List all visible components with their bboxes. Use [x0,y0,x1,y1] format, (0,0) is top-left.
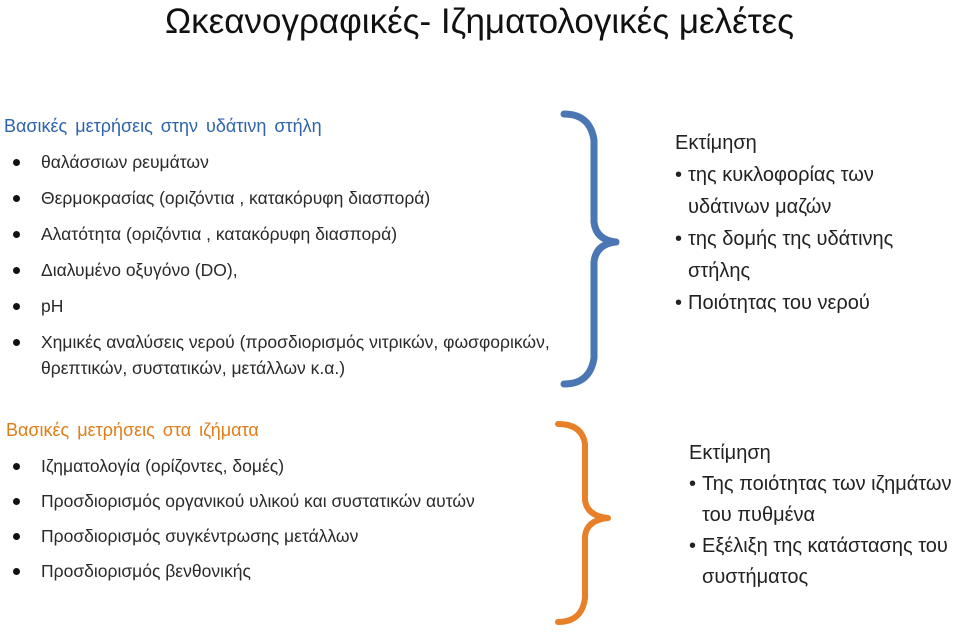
list-item: θαλάσσιων ρευμάτων [8,149,608,175]
result-item-text: της κυκλοφορίας των υδάτινων μαζών [688,164,874,218]
list-item: pH [8,293,608,319]
bullet-icon: • [675,292,683,314]
result-item-text: Ποιότητας του νερού [688,292,870,314]
bullet-icon: • [675,164,683,186]
water-measurements-list [8,149,608,391]
bullet-icon: • [675,228,683,250]
result-item [689,469,959,531]
result-item-text: Της ποιότητας των ιζημάτων του πυθμένα [702,473,952,526]
list-item: Διαλυμένο οξυγόνο (DO), [8,257,608,283]
water-column-heading: Βασικές μετρήσεις στην υδάτινη στήλη [4,116,322,136]
list-item: Ιζηματολογία (ορίζοντες, δομές) [8,453,568,479]
result-item [689,531,959,593]
result-item [675,223,955,287]
list-item: Προσδιορισμός συγκέντρωσης μετάλλων [8,523,568,549]
page-title: Ωκεανογραφικές- Ιζηματολογικές μελέτες [164,2,795,41]
blue-brace-icon [560,110,620,390]
result-item [675,159,955,223]
list-item: Προσδιορισμός βενθονικής [8,558,568,584]
bullet-icon: • [689,473,697,495]
sediment-measurements-list [8,453,568,593]
result-item [675,287,955,319]
result-item-text: Εξέλιξη της κατάστασης του συστήματος [702,535,948,588]
orange-brace-icon [554,420,614,626]
list-item: Χημικές αναλύσεις νερού (προσδιορισμός νιτρικών, φωσφορικών, θρεπτικών, συστατικών, μετάλλων κ.α.) [8,329,561,381]
water-result-box [675,127,955,319]
list-item: Θερμοκρασίας (οριζόντια , κατακόρυφη διασπορά) [8,185,608,211]
sediment-result-box [689,438,959,593]
result-item-text: της δομής της υδάτινης στήλης [688,228,894,282]
bullet-icon: • [689,535,697,557]
sediment-heading: Βασικές μετρήσεις στα ιζήματα [6,420,259,440]
list-item: Αλατότητα (οριζόντια , κατακόρυφη διασπορά) [8,221,608,247]
sediment-result-title: Εκτίμηση [689,442,771,464]
water-result-title: Εκτίμηση [675,132,757,154]
list-item: Προσδιορισμός οργανικού υλικού και συστατικών αυτών [8,488,561,514]
